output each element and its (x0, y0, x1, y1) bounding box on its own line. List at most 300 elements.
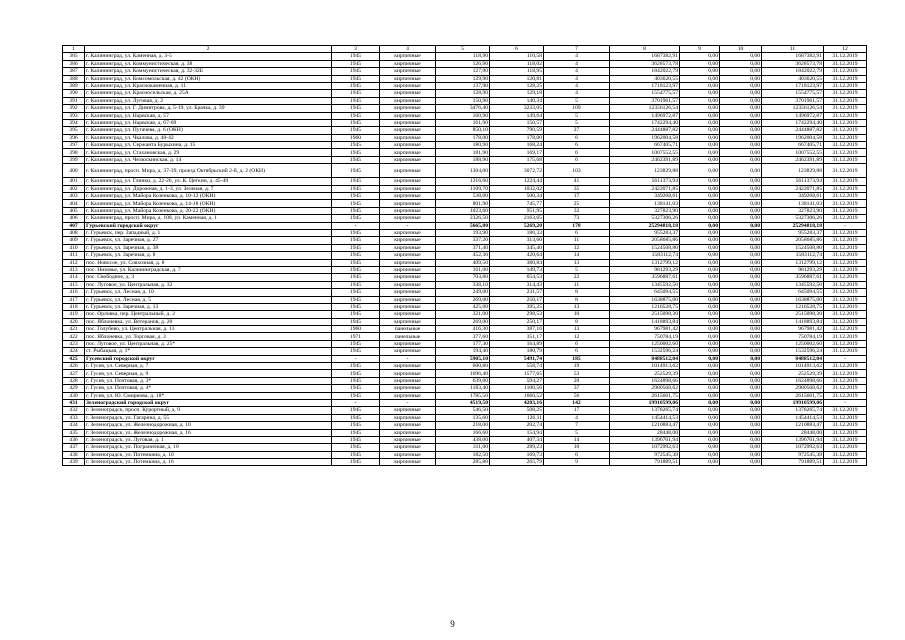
fund-cost-cell: 0,00 (680, 303, 720, 310)
budget-cost-cell: 0,00 (720, 429, 762, 436)
wall-material-cell: кирпичные (380, 229, 436, 236)
fund-cost-cell: 0,00 (680, 185, 720, 192)
residents-count-cell: 10 (544, 444, 610, 451)
total-area-cell: 135,60 (436, 414, 490, 421)
deadline-cell: 31.12.2019 (824, 53, 867, 60)
residents-count-cell: 6 (544, 229, 610, 236)
wall-material-cell: - (380, 222, 436, 229)
year-built-cell: 1945 (332, 82, 380, 89)
row-number-cell: 401 (63, 178, 85, 185)
wall-material-cell: кирпичные (380, 289, 436, 296)
deadline-cell: 31.12.2019 (824, 112, 867, 119)
row-number-cell: 419 (63, 311, 85, 318)
wall-material-cell: панельные (380, 333, 436, 340)
fund-cost-cell: 0,00 (680, 112, 720, 119)
wall-material-cell: кирпичные (380, 444, 436, 451)
budget-cost-cell: 0,00 (720, 90, 762, 97)
budget-cost-cell: 0,00 (720, 244, 762, 251)
row-number-cell: 414 (63, 274, 85, 281)
residents-count-cell: 6 (544, 451, 610, 458)
residents-count-cell: 6 (544, 348, 610, 355)
row-number-cell: 427 (63, 370, 85, 377)
deadline-cell: 31.12.2019 (824, 436, 867, 443)
residents-count-cell: 53 (544, 370, 610, 377)
table-row (63, 370, 867, 377)
table-row (63, 289, 867, 296)
row-number-cell: 410 (63, 244, 85, 251)
living-area-cell: 164,89 (490, 340, 544, 347)
row-number-cell: 430 (63, 392, 85, 399)
residents-count-cell: 103 (544, 164, 610, 178)
residents-count-cell: 4 (544, 90, 610, 97)
living-area-cell: 140,34 (490, 97, 544, 104)
total-area-cell: 182,50 (436, 451, 490, 458)
address-cell: г. Калининград, ул. Нарвская, д. 57 (85, 112, 332, 119)
repair-cost-cell: 1496972,87 (610, 112, 680, 119)
budget-cost-cell: 0,00 (720, 296, 762, 303)
living-area-cell: 3072,72 (490, 164, 544, 178)
fund-cost-cell: 0,00 (680, 296, 720, 303)
table-row (63, 259, 867, 266)
row-number-cell: 411 (63, 252, 85, 259)
deadline-cell: 31.12.2019 (824, 326, 867, 333)
total-cost-cell: 791889,51 (762, 459, 824, 466)
table-row (63, 392, 867, 399)
deadline-cell: 31.12.2019 (824, 259, 867, 266)
total-area-cell: 801,90 (436, 200, 490, 207)
fund-cost-cell: 0,00 (680, 119, 720, 126)
living-area-cell: 202,74 (490, 422, 544, 429)
year-built-cell: 1945 (332, 97, 380, 104)
fund-cost-cell: 0,00 (680, 82, 720, 89)
repair-cost-cell: 981293,29 (610, 266, 680, 273)
fund-cost-cell: 0,00 (680, 399, 720, 406)
fund-cost-cell: 0,00 (680, 385, 720, 392)
repair-cost-cell: 123829,88 (610, 164, 680, 178)
deadline-cell: 31.12.2019 (824, 377, 867, 384)
budget-cost-cell: 0,00 (720, 200, 762, 207)
column-number-row (63, 46, 867, 53)
total-area-cell: 269,00 (436, 296, 490, 303)
table-row (63, 200, 867, 207)
row-number-cell: 438 (63, 451, 85, 458)
residents-count-cell: 6 (544, 134, 610, 141)
year-built-cell: 1945 (332, 429, 380, 436)
repair-cost-cell: 138141,03 (610, 200, 680, 207)
row-number-cell: 402 (63, 185, 85, 192)
living-area-cell: 175,68 (490, 156, 544, 163)
total-area-cell: 188,90 (436, 156, 490, 163)
total-area-cell: 377,60 (436, 333, 490, 340)
row-number-cell: 417 (63, 296, 85, 303)
total-cost-cell: 1718123,97 (762, 82, 824, 89)
row-number-cell: 426 (63, 363, 85, 370)
wall-material-cell: кирпичные (380, 363, 436, 370)
row-number-cell: 400 (63, 164, 85, 178)
total-area-cell: 438,00 (436, 436, 490, 443)
address-cell: г. Зеленоградск, ул. Железнодорожная, д. 16 (85, 429, 332, 436)
wall-material-cell: кирпичные (380, 90, 436, 97)
year-built-cell: 1945 (332, 68, 380, 75)
table-row (63, 90, 867, 97)
living-area-cell: 380,84 (490, 259, 544, 266)
fund-cost-cell: 0,00 (680, 274, 720, 281)
deadline-cell: 31.12.2019 (824, 348, 867, 355)
repair-cost-cell: 1624898,66 (610, 377, 680, 384)
row-number-cell: 396 (63, 134, 85, 141)
fund-cost-cell: 0,00 (680, 134, 720, 141)
residents-count-cell: 8 (544, 289, 610, 296)
budget-cost-cell: 0,00 (720, 318, 762, 325)
total-area-cell: 3476,40 (436, 105, 490, 112)
budget-cost-cell: 0,00 (720, 436, 762, 443)
row-number-cell: 423 (63, 340, 85, 347)
row-number-cell: 393 (63, 112, 85, 119)
deadline-cell: 31.12.2019 (824, 156, 867, 163)
fund-cost-cell: 0,00 (680, 193, 720, 200)
fund-cost-cell: 0,00 (680, 142, 720, 149)
living-area-cell: 314,43 (490, 281, 544, 288)
living-area-cell: 289,23 (490, 444, 544, 451)
budget-cost-cell: 0,00 (720, 377, 762, 384)
repair-cost-cell: 1072992,63 (610, 444, 680, 451)
table-row (63, 105, 867, 112)
address-cell: г. Калининград, ул. Каменная, д. 3-5 (85, 53, 332, 60)
wall-material-cell: кирпичные (380, 200, 436, 207)
repair-cost-cell: 1454414,53 (610, 414, 680, 421)
wall-material-cell: кирпичные (380, 68, 436, 75)
budget-cost-cell: 0,00 (720, 68, 762, 75)
living-area-cell: 265,79 (490, 459, 544, 466)
address-cell: пос. Яблоневка, ул. Торговая, д. 3 (85, 333, 332, 340)
living-area-cell: 128,25 (490, 82, 544, 89)
fund-cost-cell: 0,00 (680, 53, 720, 60)
year-built-cell: 1945 (332, 149, 380, 156)
address-cell: г. Калининград, ул. Челюскинская, д. 14 (85, 156, 332, 163)
budget-cost-cell: 0,00 (720, 422, 762, 429)
address-cell: г. Калининград, ул. Комсомольская, д. 42 (ОКН) (85, 75, 332, 82)
address-cell: г. Калининград, ул. Сержанта Бурыхина, д. 15 (85, 142, 332, 149)
residents-count-cell: 178 (544, 222, 610, 229)
wall-material-cell: - (380, 399, 436, 406)
row-number-cell: 429 (63, 385, 85, 392)
wall-material-cell: кирпичные (380, 259, 436, 266)
year-built-cell: 1945 (332, 215, 380, 222)
budget-cost-cell: 0,00 (720, 385, 762, 392)
address-cell: г. Гурьевск, ул. Лесная, д. 10 (85, 289, 332, 296)
living-area-cell: 126,11 (490, 414, 544, 421)
address-cell: г. Гурьевск, ул. Лесная, д. 5 (85, 296, 332, 303)
table-row (63, 229, 867, 236)
residents-count-cell: 5 (544, 112, 610, 119)
fund-cost-cell: 0,00 (680, 459, 720, 466)
residents-count-cell: 13 (544, 326, 610, 333)
year-built-cell: 1945 (332, 237, 380, 244)
living-area-cell: 3233,05 (490, 105, 544, 112)
repair-cost-cell: 19910599,06 (610, 399, 680, 406)
total-area-cell: 161,90 (436, 119, 490, 126)
repair-cost-cell: 1554775,57 (610, 90, 680, 97)
repair-cost-cell: 2422071,85 (610, 185, 680, 192)
address-cell: пос. Орловка, пер. Центральный, д. 2 (85, 311, 332, 318)
total-cost-cell: 1687382,91 (762, 53, 824, 60)
table-row (63, 164, 867, 178)
table-row (63, 156, 867, 163)
address-cell: г. Гусев, ул. Почтовая, д. 4* (85, 385, 332, 392)
total-cost-cell: 1250002,60 (762, 340, 824, 347)
budget-cost-cell: 0,00 (720, 444, 762, 451)
total-area-cell: 137,90 (436, 82, 490, 89)
row-number-cell: 405 (63, 207, 85, 214)
deadline-cell: 31.12.2019 (824, 274, 867, 281)
total-cost-cell: 1532596,24 (762, 348, 824, 355)
total-cost-cell: 972545,38 (762, 451, 824, 458)
column-number-cell: 4 (380, 46, 436, 53)
year-built-cell: 1971 (332, 333, 380, 340)
fund-cost-cell: 0,00 (680, 68, 720, 75)
total-area-cell: 1304,00 (436, 164, 490, 178)
deadline-cell: 31.12.2019 (824, 459, 867, 466)
address-cell: пос. Новосое, ул. Совхозная, д. 8 (85, 259, 332, 266)
address-cell: г. Калининград, просп. Мира, д. 108, ул. Каменная, д. 1 (85, 215, 332, 222)
repair-cost-cell: 1014913,62 (610, 363, 680, 370)
repair-cost-cell: 1418893,84 (610, 318, 680, 325)
deadline-cell: 31.12.2019 (824, 407, 867, 414)
row-number-cell: 415 (63, 281, 85, 288)
year-built-cell: 1945 (332, 185, 380, 192)
wall-material-cell: кирпичные (380, 53, 436, 60)
wall-material-cell: кирпичные (380, 318, 436, 325)
total-cost-cell: 1418893,84 (762, 318, 824, 325)
year-built-cell: 1945 (332, 340, 380, 347)
table-row (63, 348, 867, 355)
table-row (63, 436, 867, 443)
living-area-cell: 313,60 (490, 237, 544, 244)
repair-cost-cell: 3701961,57 (610, 97, 680, 104)
wall-material-cell: кирпичные (380, 142, 436, 149)
total-area-cell: 128,90 (436, 90, 490, 97)
address-cell: пос. Низовье, ул. Калининградская, д. 7 (85, 266, 332, 273)
column-number-cell: 3 (332, 46, 380, 53)
wall-material-cell: кирпичные (380, 237, 436, 244)
row-number-cell: 418 (63, 303, 85, 310)
residents-count-cell: 56 (544, 392, 610, 399)
living-area-cell: 2163,65 (490, 215, 544, 222)
total-cost-cell: 2980568,62 (762, 385, 824, 392)
total-cost-cell: 28448,00 (762, 429, 824, 436)
deadline-cell: 31.12.2019 (824, 266, 867, 273)
living-area-cell: 5269,20 (490, 222, 544, 229)
deadline-cell: 31.12.2019 (824, 392, 867, 399)
fund-cost-cell: 0,00 (680, 318, 720, 325)
repair-cost-cell: 5327306,26 (610, 215, 680, 222)
budget-cost-cell: 0,00 (720, 252, 762, 259)
fund-cost-cell: 0,00 (680, 392, 720, 399)
table-row (63, 193, 867, 200)
living-area-cell: 178,00 (490, 134, 544, 141)
deadline-cell: 31.12.2019 (824, 444, 867, 451)
total-area-cell: 452,30 (436, 252, 490, 259)
total-area-cell: 150,90 (436, 97, 490, 104)
total-cost-cell: 138141,03 (762, 200, 824, 207)
total-cost-cell: 5611373,94 (762, 178, 824, 185)
deadline-cell: 31.12.2019 (824, 185, 867, 192)
year-built-cell: 1945 (332, 75, 380, 82)
year-built-cell: 1945 (332, 281, 380, 288)
repair-cost-cell: 2980568,62 (610, 385, 680, 392)
wall-material-cell: кирпичные (380, 348, 436, 355)
wall-material-cell: кирпичные (380, 459, 436, 466)
wall-material-cell: кирпичные (380, 164, 436, 178)
residents-count-cell: 5 (544, 429, 610, 436)
living-area-cell: 1032,02 (490, 185, 544, 192)
year-built-cell: - (332, 355, 380, 362)
fund-cost-cell: 0,00 (680, 178, 720, 185)
fund-cost-cell: 0,00 (680, 429, 720, 436)
column-number-cell: 9 (680, 46, 720, 53)
address-cell: пос. Яблоневка, ул. Ветеранов, д. 20 (85, 318, 332, 325)
year-built-cell: 1945 (332, 459, 380, 466)
total-cost-cell: 1842022,79 (762, 68, 824, 75)
year-built-cell: 1945 (332, 407, 380, 414)
address-cell: г. Гусев, ул. Ю. Смирнова, д. 18* (85, 392, 332, 399)
repair-cost-cell: 3596887,61 (610, 274, 680, 281)
deadline-cell: 31.12.2019 (824, 451, 867, 458)
repair-cost-cell: 1583112,74 (610, 252, 680, 259)
deadline-cell: 31.12.2019 (824, 164, 867, 178)
budget-cost-cell: 0,00 (720, 193, 762, 200)
address-cell: Зеленоградский городской округ (85, 399, 332, 406)
deadline-cell: 31.12.2019 (824, 252, 867, 259)
budget-cost-cell: 0,00 (720, 370, 762, 377)
total-area-cell: 1183,40 (436, 385, 490, 392)
living-area-cell: 118,02 (490, 60, 544, 67)
wall-material-cell: кирпичные (380, 370, 436, 377)
deadline-cell: - (824, 222, 867, 229)
residents-count-cell: 9 (544, 459, 610, 466)
year-built-cell: 1945 (332, 385, 380, 392)
row-number-cell: 433 (63, 414, 85, 421)
row-number-cell: 404 (63, 200, 85, 207)
repair-cost-cell: 1345592,50 (610, 281, 680, 288)
total-cost-cell: 981293,29 (762, 266, 824, 273)
row-number-cell: 403 (63, 193, 85, 200)
living-area-cell: 149,73 (490, 266, 544, 273)
column-number-cell: 10 (720, 46, 762, 53)
budget-cost-cell: 0,00 (720, 459, 762, 466)
table-row (63, 82, 867, 89)
budget-cost-cell: 0,00 (720, 259, 762, 266)
deadline-cell: 31.12.2019 (824, 340, 867, 347)
wall-material-cell: кирпичные (380, 105, 436, 112)
residents-count-cell: 17 (544, 407, 610, 414)
table-row (63, 178, 867, 185)
deadline-cell: 31.12.2019 (824, 207, 867, 214)
total-area-cell: 703,80 (436, 274, 490, 281)
total-cost-cell: 1345592,50 (762, 281, 824, 288)
repair-cost-cell: 1210883,47 (610, 422, 680, 429)
wall-material-cell: кирпичные (380, 134, 436, 141)
address-cell: ст. Рыбацкая, д. 1* (85, 348, 332, 355)
budget-cost-cell: 0,00 (720, 303, 762, 310)
year-built-cell: 1945 (332, 377, 380, 384)
table-row (63, 281, 867, 288)
repair-cost-cell: 972545,38 (610, 451, 680, 458)
total-area-cell: 126,90 (436, 60, 490, 67)
address-cell: г. Гурьевск, пер. Западный, д. 1 (85, 229, 332, 236)
total-cost-cell: 1742294,40 (762, 119, 824, 126)
total-area-cell: 600,80 (436, 363, 490, 370)
total-area-cell: 269,00 (436, 318, 490, 325)
wall-material-cell: кирпичные (380, 436, 436, 443)
total-cost-cell: 1496972,87 (762, 112, 824, 119)
repair-cost-cell: 2462391,89 (610, 156, 680, 163)
table-row (63, 266, 867, 273)
residents-count-cell: 4 (544, 60, 610, 67)
wall-material-cell: кирпичные (380, 422, 436, 429)
address-cell: г. Гусев, ул. Северная, д. 7 (85, 363, 332, 370)
living-area-cell: 1224,44 (490, 178, 544, 185)
budget-cost-cell: 0,00 (720, 281, 762, 288)
address-cell: г. Гурьевск, ул. Заречная, д. 13 (85, 303, 332, 310)
living-area-cell: 558,74 (490, 363, 544, 370)
year-built-cell: 1945 (332, 363, 380, 370)
fund-cost-cell: 0,00 (680, 215, 720, 222)
table-row (63, 53, 867, 60)
repair-cost-cell: 1842022,79 (610, 68, 680, 75)
address-cell: г. Калининград, ул. Дорожная, д. 1-3, ул. Зеленая, д. 7 (85, 185, 332, 192)
address-cell: г. Гурьевск, ул. Заречная, д. 38 (85, 244, 332, 251)
total-cost-cell: 252529,39 (762, 370, 824, 377)
total-cost-cell: 1007552,55 (762, 149, 824, 156)
column-number-cell: 12 (824, 46, 867, 53)
living-area-cell: 169,73 (490, 451, 544, 458)
deadline-cell: - (824, 399, 867, 406)
address-cell: г. Калининград, ул. Стахановская, д. 29 (85, 149, 332, 156)
total-cost-cell: 1210883,47 (762, 422, 824, 429)
year-built-cell: 1945 (332, 436, 380, 443)
total-area-cell: 129,90 (436, 75, 490, 82)
year-built-cell: 1945 (332, 229, 380, 236)
address-cell: г. Зеленоградск, ул. Пограничная, д. 10 (85, 444, 332, 451)
table-row (63, 429, 867, 436)
table-row (63, 414, 867, 421)
budget-cost-cell: 0,00 (720, 149, 762, 156)
total-area-cell: 311,00 (436, 444, 490, 451)
total-area-cell: 321,00 (436, 311, 490, 318)
deadline-cell: 31.12.2019 (824, 193, 867, 200)
table-row (63, 68, 867, 75)
repair-cost-cell: 8488512,04 (610, 355, 680, 362)
year-built-cell: 1945 (332, 414, 380, 421)
address-cell: г. Гурьевск, ул. Заречная, д. 8 (85, 252, 332, 259)
budget-cost-cell: 0,00 (720, 229, 762, 236)
table-row (63, 407, 867, 414)
total-area-cell: 218,00 (436, 422, 490, 429)
total-cost-cell: 1216528,75 (762, 303, 824, 310)
fund-cost-cell: 0,00 (680, 451, 720, 458)
residents-count-cell: 4 (544, 53, 610, 60)
table-row (63, 422, 867, 429)
wall-material-cell: кирпичные (380, 414, 436, 421)
repair-cost-cell: 28448,00 (610, 429, 680, 436)
table-row (63, 75, 867, 82)
fund-cost-cell: 0,00 (680, 200, 720, 207)
total-area-cell: 161,00 (436, 266, 490, 273)
residents-count-cell: 73 (544, 215, 610, 222)
living-area-cell: 129,18 (490, 90, 544, 97)
deadline-cell: 31.12.2019 (824, 90, 867, 97)
